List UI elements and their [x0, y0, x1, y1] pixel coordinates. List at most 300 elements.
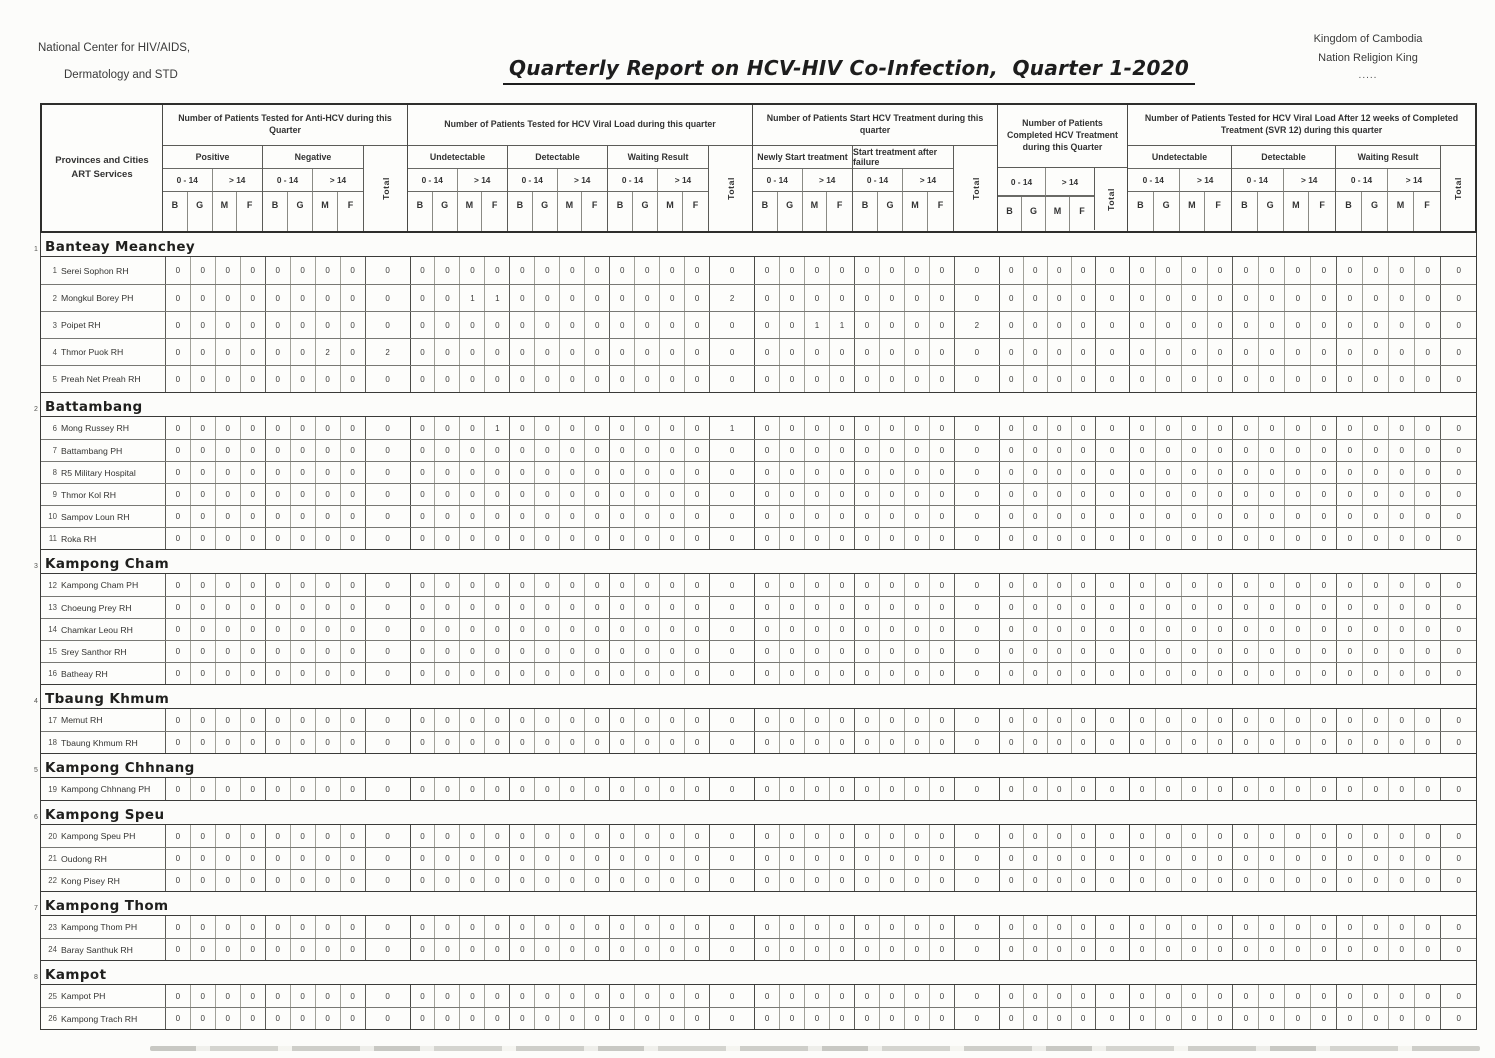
data-cell: 0: [510, 574, 535, 596]
data-cell: 0: [755, 339, 780, 365]
data-cell: 0: [880, 619, 905, 640]
data-cell: 0: [166, 312, 191, 338]
facility-name: R5 Military Hospital: [59, 462, 166, 483]
data-cell: 0: [1072, 417, 1096, 439]
data-cell: 0: [1024, 257, 1048, 284]
data-cell: 0: [266, 825, 291, 847]
data-cell: 0: [341, 257, 366, 284]
data-cell: 0: [830, 528, 855, 549]
data-cell: 0: [1182, 574, 1208, 596]
data-cell: 0: [435, 574, 460, 596]
data-cell: 0: [855, 417, 880, 439]
data-cell: 0: [755, 462, 780, 483]
facility-row: [41, 1007, 1476, 1029]
data-cell: 0: [560, 709, 585, 731]
data-cell: 0: [685, 619, 710, 640]
data-cell: 0: [341, 848, 366, 869]
data-cell: 0: [435, 366, 460, 392]
data-cell: 0: [1337, 825, 1363, 847]
sex-header: F: [1319, 200, 1325, 210]
data-cell: 0: [1259, 257, 1285, 284]
data-cell: 0: [1311, 1008, 1337, 1029]
data-cell: 0: [216, 848, 241, 869]
age-band-header: 0 - 14: [608, 169, 658, 192]
total-column-header: [1094, 168, 1127, 230]
data-cell: 0: [316, 574, 341, 596]
data-cell: 0: [1285, 709, 1311, 731]
total-cell: 0: [366, 597, 411, 618]
data-cell: 0: [780, 848, 805, 869]
data-cell: 0: [855, 597, 880, 618]
data-cell: 0: [685, 285, 710, 311]
sex-header-row: [508, 192, 607, 231]
data-cell: 0: [485, 506, 510, 527]
data-cell: 0: [1156, 916, 1182, 938]
data-cell: 0: [780, 825, 805, 847]
data-cell: 0: [585, 312, 610, 338]
data-cell: 0: [1415, 619, 1441, 640]
data-cell: 0: [1415, 778, 1441, 800]
data-cell: 0: [485, 312, 510, 338]
data-cell: 0: [880, 257, 905, 284]
data-cell: 0: [1285, 484, 1311, 505]
data-cell: 0: [1130, 732, 1156, 753]
data-cell: 0: [610, 285, 635, 311]
data-cell: 0: [610, 339, 635, 365]
data-cell: 0: [610, 663, 635, 684]
data-cell: 0: [1389, 574, 1415, 596]
data-cell: 0: [510, 285, 535, 311]
data-cell: 0: [241, 870, 266, 891]
data-cell: 0: [660, 257, 685, 284]
data-cell: 0: [1363, 312, 1389, 338]
data-cell: 0: [191, 339, 216, 365]
data-cell: 0: [341, 939, 366, 960]
data-cell: 0: [635, 825, 660, 847]
data-cell: 0: [560, 339, 585, 365]
data-cell: 0: [635, 339, 660, 365]
data-cell: 0: [1048, 663, 1072, 684]
data-cell: 0: [166, 574, 191, 596]
data-cell: 0: [1259, 417, 1285, 439]
data-cell: 0: [880, 848, 905, 869]
data-cell: 0: [1233, 366, 1259, 392]
data-cell: 0: [1233, 574, 1259, 596]
age-band-header: 0 - 14: [1128, 169, 1180, 192]
data-cell: 0: [1208, 825, 1234, 847]
data-cell: 0: [460, 732, 485, 753]
data-cell: 0: [1363, 1008, 1389, 1029]
data-cell: 0: [635, 985, 660, 1007]
data-cell: 0: [685, 985, 710, 1007]
data-cell: 0: [485, 916, 510, 938]
data-cell: 0: [1024, 597, 1048, 618]
data-cell: 0: [660, 619, 685, 640]
data-cell: 0: [485, 462, 510, 483]
data-cell: 0: [266, 916, 291, 938]
province-facility-block: [40, 256, 1477, 393]
data-cell: 0: [1363, 641, 1389, 662]
data-cell: 0: [635, 484, 660, 505]
province-number: 2: [34, 406, 38, 413]
data-cell: 0: [1130, 663, 1156, 684]
data-cell: 0: [291, 985, 316, 1007]
facility-number: 3: [52, 320, 57, 330]
org-name-line2: Dermatology and STD: [64, 69, 178, 81]
data-cell: 0: [805, 870, 830, 891]
total-cell: 0: [1456, 625, 1461, 634]
data-cell: 0: [1208, 417, 1234, 439]
data-cell: 0: [1000, 732, 1024, 753]
data-cell: 0: [1337, 506, 1363, 527]
data-cell: 0: [805, 597, 830, 618]
data-cell: 0: [830, 484, 855, 505]
data-cell: 0: [266, 339, 291, 365]
data-cell: 0: [216, 285, 241, 311]
data-cell: 0: [266, 619, 291, 640]
data-cell: 0: [755, 709, 780, 731]
data-cell: 0: [1130, 312, 1156, 338]
total-cell: 0: [366, 848, 411, 869]
data-cell: 0: [1130, 574, 1156, 596]
data-cell: 0: [1072, 574, 1096, 596]
data-cell: 0: [316, 778, 341, 800]
total-cell: 0: [1096, 732, 1130, 753]
total-cell: 0: [366, 462, 411, 483]
data-cell: 0: [855, 939, 880, 960]
data-cell: 0: [1156, 366, 1182, 392]
data-cell: 0: [1000, 1008, 1024, 1029]
total-cell: 0: [710, 985, 755, 1007]
data-cell: 0: [685, 663, 710, 684]
data-cell: 0: [905, 663, 930, 684]
data-cell: 0: [1259, 916, 1285, 938]
total-cell: 0: [1456, 1014, 1461, 1023]
data-cell: 0: [485, 1008, 510, 1029]
data-cell: 0: [191, 440, 216, 461]
data-cell: 0: [1363, 484, 1389, 505]
data-cell: 0: [855, 366, 880, 392]
data-cell: 0: [635, 848, 660, 869]
data-cell: 0: [1285, 597, 1311, 618]
data-cell: 0: [880, 663, 905, 684]
data-cell: 0: [755, 939, 780, 960]
total-cell: 0: [955, 732, 1000, 753]
data-cell: 0: [635, 574, 660, 596]
column-group-3: [753, 105, 998, 231]
data-cell: 0: [1072, 778, 1096, 800]
data-cell: 0: [1208, 574, 1234, 596]
data-cell: 0: [855, 848, 880, 869]
data-cell: 0: [1072, 985, 1096, 1007]
data-cell: 0: [460, 825, 485, 847]
data-cell: 0: [411, 870, 436, 891]
data-cell: 0: [1363, 870, 1389, 891]
sex-header: M: [1180, 192, 1206, 231]
sex-header: G: [633, 192, 658, 231]
data-cell: 0: [1233, 484, 1259, 505]
data-cell: 0: [1363, 285, 1389, 311]
data-cell: 0: [510, 848, 535, 869]
data-cell: 0: [291, 1008, 316, 1029]
data-cell: 0: [1259, 825, 1285, 847]
data-cell: 0: [510, 641, 535, 662]
data-cell: 0: [316, 641, 341, 662]
data-cell: 0: [585, 506, 610, 527]
data-cell: 0: [1337, 663, 1363, 684]
data-cell: 0: [855, 1008, 880, 1029]
data-cell: 0: [241, 848, 266, 869]
data-cell: 0: [266, 528, 291, 549]
total-cell: 0: [1096, 709, 1130, 731]
data-cell: 0: [1311, 709, 1337, 731]
category-column: [853, 146, 953, 231]
data-cell: 0: [755, 484, 780, 505]
data-cell: 0: [1389, 257, 1415, 284]
data-cell: 0: [341, 870, 366, 891]
data-cell: 0: [560, 916, 585, 938]
data-cell: 0: [635, 870, 660, 891]
data-cell: 0: [880, 506, 905, 527]
data-cell: 0: [1259, 312, 1285, 338]
data-cell: 0: [685, 939, 710, 960]
data-cell: 0: [341, 484, 366, 505]
data-cell: 0: [635, 663, 660, 684]
data-cell: 0: [191, 732, 216, 753]
data-cell: 0: [805, 663, 830, 684]
data-cell: 0: [635, 257, 660, 284]
facility-name: Tbaung Khmum RH: [59, 732, 166, 753]
province-number: 1: [34, 246, 38, 253]
total-cell: 0: [366, 825, 411, 847]
data-cell: 0: [1048, 366, 1072, 392]
data-cell: 0: [930, 462, 955, 483]
data-cell: 0: [1024, 1008, 1048, 1029]
data-cell: 0: [1337, 257, 1363, 284]
data-cell: 0: [1072, 484, 1096, 505]
sex-header: G: [1362, 192, 1388, 231]
data-cell: 0: [1415, 825, 1441, 847]
data-cell: 0: [291, 870, 316, 891]
data-cell: 0: [535, 285, 560, 311]
data-cell: 0: [905, 916, 930, 938]
data-cell: 0: [930, 848, 955, 869]
data-cell: 0: [166, 285, 191, 311]
total-cell: 0: [710, 462, 755, 483]
data-cell: 0: [435, 916, 460, 938]
report-table: [34, 103, 1477, 1030]
org-name: [38, 42, 190, 81]
total-cell: 0: [1456, 669, 1461, 678]
data-cell: 0: [660, 484, 685, 505]
total-cell: 2: [955, 312, 1000, 338]
total-cell: 0: [1456, 468, 1461, 477]
data-cell: 0: [411, 339, 436, 365]
total-cell: 0: [366, 732, 411, 753]
data-cell: 0: [1072, 641, 1096, 662]
data-cell: 0: [166, 709, 191, 731]
data-cell: 0: [1415, 528, 1441, 549]
data-cell: 0: [435, 848, 460, 869]
data-cell: 0: [435, 1008, 460, 1029]
sex-header-row: [163, 192, 262, 231]
data-cell: 0: [435, 985, 460, 1007]
data-cell: 0: [316, 825, 341, 847]
data-cell: 0: [216, 528, 241, 549]
data-cell: 0: [805, 848, 830, 869]
data-cell: 0: [241, 825, 266, 847]
data-cell: 0: [635, 366, 660, 392]
data-cell: 0: [610, 870, 635, 891]
data-cell: 0: [435, 257, 460, 284]
data-cell: 0: [1415, 339, 1441, 365]
facility-row: [41, 662, 1476, 684]
data-cell: 0: [1363, 778, 1389, 800]
data-cell: 0: [460, 916, 485, 938]
data-cell: 0: [780, 709, 805, 731]
facility-name: Thmor Puok RH: [59, 339, 166, 365]
data-cell: 0: [1000, 619, 1024, 640]
data-cell: 0: [1156, 574, 1182, 596]
data-cell: 0: [880, 939, 905, 960]
data-cell: 0: [805, 641, 830, 662]
sex-header: F: [836, 200, 843, 210]
data-cell: 0: [905, 1008, 930, 1029]
total-column-header: [708, 146, 752, 231]
data-cell: 0: [510, 597, 535, 618]
data-cell: 0: [191, 916, 216, 938]
total-cell: 0: [955, 1008, 1000, 1029]
data-cell: 0: [685, 440, 710, 461]
data-cell: 0: [266, 440, 291, 461]
data-cell: 0: [1311, 848, 1337, 869]
facility-number: 14: [48, 625, 57, 634]
data-cell: 0: [1259, 641, 1285, 662]
data-cell: 0: [166, 732, 191, 753]
facility-name: Roka RH: [59, 528, 166, 549]
data-cell: 1: [485, 417, 510, 439]
data-cell: 0: [755, 417, 780, 439]
data-cell: 0: [411, 462, 436, 483]
data-cell: 0: [241, 528, 266, 549]
data-cell: 0: [1024, 462, 1048, 483]
data-cell: 0: [930, 778, 955, 800]
province-number: 4: [34, 698, 38, 705]
data-cell: 0: [1072, 825, 1096, 847]
data-cell: 0: [435, 528, 460, 549]
data-cell: 0: [460, 709, 485, 731]
data-cell: 0: [316, 939, 341, 960]
province-facility-block: [40, 915, 1477, 961]
group-title: Number of Patients Tested for Anti-HCV during this Quarter: [163, 105, 407, 146]
data-cell: 0: [610, 732, 635, 753]
total-cell: 0: [1456, 603, 1461, 612]
total-cell: 0: [366, 709, 411, 731]
data-cell: 0: [485, 825, 510, 847]
data-cell: 0: [1156, 417, 1182, 439]
sex-header: G: [188, 192, 213, 231]
data-cell: 0: [880, 641, 905, 662]
data-cell: 0: [560, 1008, 585, 1029]
facility-row: [41, 527, 1476, 549]
data-cell: 0: [610, 528, 635, 549]
data-cell: 0: [191, 484, 216, 505]
data-cell: 0: [1233, 732, 1259, 753]
data-cell: 0: [341, 366, 366, 392]
data-cell: 0: [660, 366, 685, 392]
province-number: 5: [34, 767, 38, 774]
data-cell: 0: [560, 528, 585, 549]
data-cell: 0: [635, 285, 660, 311]
data-cell: 0: [585, 417, 610, 439]
data-cell: 0: [1130, 1008, 1156, 1029]
data-cell: 0: [1311, 312, 1337, 338]
data-cell: 0: [805, 506, 830, 527]
data-cell: 0: [435, 641, 460, 662]
total-cell: 0: [366, 870, 411, 891]
data-cell: 0: [830, 285, 855, 311]
facility-name: Preah Net Preah RH: [59, 366, 166, 392]
age-band-row: [1336, 169, 1440, 192]
data-cell: 0: [685, 848, 710, 869]
data-cell: 0: [1389, 440, 1415, 461]
data-cell: 0: [880, 732, 905, 753]
total-cell: 0: [1456, 831, 1461, 841]
data-cell: 0: [780, 506, 805, 527]
data-cell: 0: [485, 257, 510, 284]
data-cell: 0: [1156, 619, 1182, 640]
data-cell: 0: [1208, 440, 1234, 461]
total-cell: 0: [1096, 462, 1130, 483]
data-cell: 0: [1259, 778, 1285, 800]
total-column-header: [953, 146, 997, 231]
data-cell: 0: [1024, 870, 1048, 891]
data-cell: 0: [1285, 257, 1311, 284]
data-cell: 0: [291, 312, 316, 338]
data-cell: 0: [241, 597, 266, 618]
total-cell: 0: [1096, 506, 1130, 527]
data-cell: 0: [560, 597, 585, 618]
facility-name: Kong Pisey RH: [59, 870, 166, 891]
data-cell: 0: [1259, 506, 1285, 527]
data-cell: 0: [166, 870, 191, 891]
data-cell: 0: [291, 574, 316, 596]
data-cell: 0: [1182, 506, 1208, 527]
age-band-header: > 14: [803, 169, 853, 192]
data-cell: 0: [780, 870, 805, 891]
data-cell: 0: [1182, 366, 1208, 392]
facility-name: Kampong Cham PH: [59, 574, 166, 596]
data-cell: 0: [660, 939, 685, 960]
total-label-vertical: Total: [1453, 177, 1463, 200]
data-cell: 0: [585, 619, 610, 640]
data-cell: 0: [1208, 528, 1234, 549]
data-cell: 0: [905, 285, 930, 311]
data-cell: 0: [855, 484, 880, 505]
data-cell: 1: [485, 285, 510, 311]
data-cell: 0: [1024, 339, 1048, 365]
data-cell: 0: [585, 462, 610, 483]
group-title: Number of Patients Tested for HCV Viral Load After 12 weeks of Completed Treatment (SVR 12) during this quarter: [1128, 105, 1475, 146]
data-cell: 0: [316, 257, 341, 284]
data-cell: 0: [411, 916, 436, 938]
age-band-header: > 14: [313, 169, 363, 192]
total-cell: 0: [1096, 778, 1130, 800]
data-cell: 0: [266, 663, 291, 684]
data-cell: 0: [610, 709, 635, 731]
province-name: Kampong Chhnang: [45, 760, 195, 776]
sex-header: B: [1232, 192, 1258, 231]
